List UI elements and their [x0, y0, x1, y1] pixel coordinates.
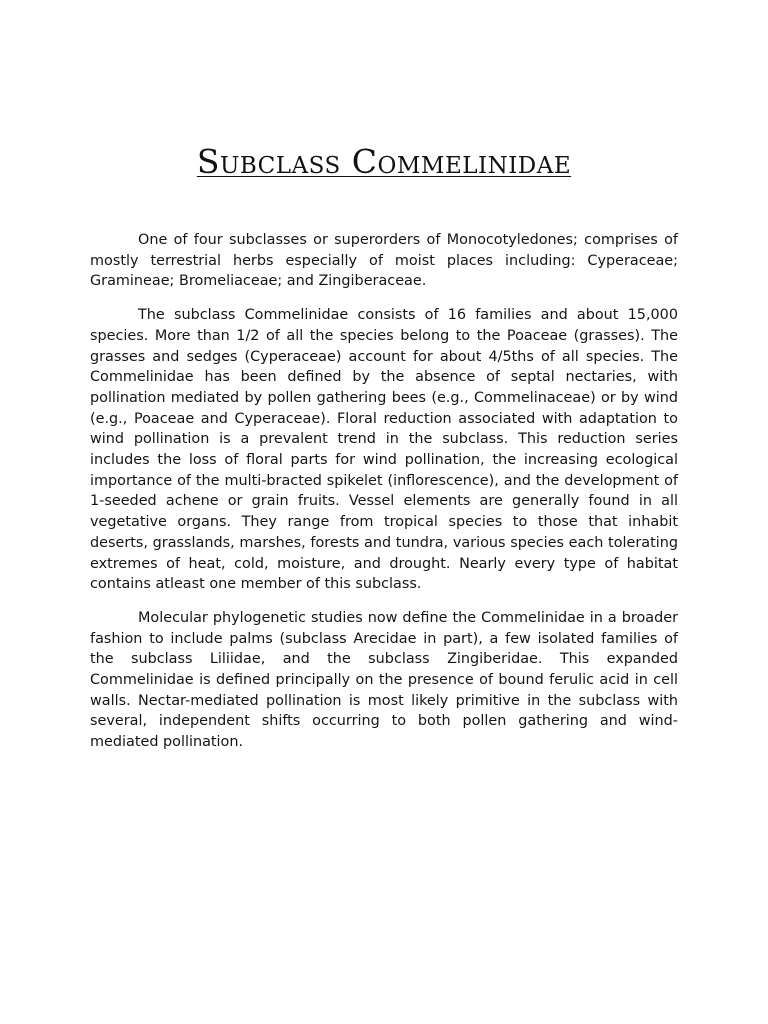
- paragraph-phylogenetics: Molecular phylogenetic studies now define the Commelinidae in a broader fashion to include palms (subclass Arecidae in part), a few isolated families of the subclass Liliidae, and the subclass Zingiberidae. This expanded Commelinidae is defined principally on the presence of bound ferulic acid in cell walls. Nectar-mediated pollination is most likely primitive in the subclass with several, independent shifts occurring to both pollen gathering and wind-mediated pollination.: [90, 609, 678, 751]
- document-body: [90, 230, 678, 766]
- paragraph-intro: One of four subclasses or superorders of Monocotyledones; comprises of mostly terrestrial herbs especially of moist places including: Cyperaceae; Gramineae; Bromeliaceae; and Zingiberaceae.: [90, 232, 678, 290]
- paragraph-families: The subclass Commelinidae consists of 16 families and about 15,000 species. More than 1/2 of all the species belong to the Poaceae (grasses). The grasses and sedges (Cyperaceae) account for about 4/5ths of all species. The Commelinidae has been defined by the absence of septal nectaries, with pollination mediated by pollen gathering bees (e.g., Commelinaceae) or by wind (e.g., Poaceae and Cyperaceae). Floral reduction associated with adaptation to wind pollination is a prevalent trend in the subclass. This reduction series includes the loss of floral parts for wind pollination, the increasing ecological importance of the multi-bracted spikelet (inflorescence), and the development of 1-seeded achene or grain fruits. Vessel elements are generally found in all vegetative organs. They range from tropical species to those that inhabit deserts, grasslands, marshes, forests and tundra, various species each tolerating extremes of heat, cold, moisture, and drought. Nearly every type of habitat contains atleast one member of this subclass.: [90, 307, 678, 593]
- document-title: Subclass Commelinidae: [196, 142, 572, 181]
